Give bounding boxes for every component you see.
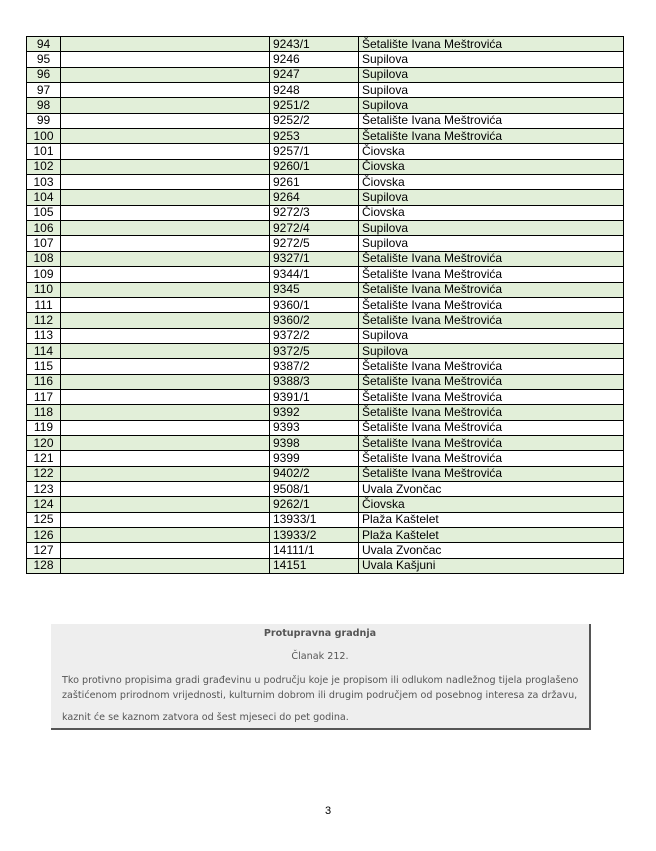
table-row [27, 221, 624, 236]
table-row [27, 83, 624, 98]
parcel-number-cell: 9257/1 [270, 144, 359, 159]
table-row [27, 98, 624, 113]
location-cell: Šetalište Ivana Meštrovića [359, 389, 624, 404]
row-number-cell: 119 [27, 420, 61, 435]
table-row [27, 159, 624, 174]
row-number-cell: 124 [27, 497, 61, 512]
location-cell: Supilova [359, 343, 624, 358]
row-number-cell: 123 [27, 481, 61, 496]
row-number-cell: 100 [27, 129, 61, 144]
table-row [27, 405, 624, 420]
blank-cell [61, 343, 270, 358]
parcel-number-cell: 9393 [270, 420, 359, 435]
parcel-number-cell: 13933/2 [270, 528, 359, 543]
excerpt-title: Protupravna gradnja [263, 628, 377, 639]
parcel-number-cell: 9243/1 [270, 37, 359, 52]
blank-cell [61, 282, 270, 297]
table-row [27, 374, 624, 389]
table-row [27, 466, 624, 481]
blank-cell [61, 481, 270, 496]
row-number-cell: 125 [27, 512, 61, 527]
blank-cell [61, 466, 270, 481]
parcel-number-cell: 9272/3 [270, 205, 359, 220]
parcel-number-cell: 9372/5 [270, 343, 359, 358]
row-number-cell: 104 [27, 190, 61, 205]
location-cell: Čiovska [359, 144, 624, 159]
parcel-number-cell: 9372/2 [270, 328, 359, 343]
page-number: 3 [324, 805, 332, 817]
blank-cell [61, 98, 270, 113]
row-number-cell: 121 [27, 451, 61, 466]
location-cell: Šetalište Ivana Meštrovića [359, 251, 624, 266]
parcel-number-cell: 9392 [270, 405, 359, 420]
table-row [27, 558, 624, 573]
excerpt-article-number: Članak 212. [291, 651, 349, 662]
blank-cell [61, 83, 270, 98]
row-number-cell: 106 [27, 221, 61, 236]
row-number-cell: 116 [27, 374, 61, 389]
location-cell: Šetalište Ivana Meštrovića [359, 466, 624, 481]
parcel-table-body [27, 37, 624, 574]
parcel-number-cell: 14111/1 [270, 543, 359, 558]
row-number-cell: 109 [27, 267, 61, 282]
blank-cell [61, 435, 270, 450]
location-cell: Šetalište Ivana Meštrovića [359, 451, 624, 466]
parcel-number-cell: 9251/2 [270, 98, 359, 113]
row-number-cell: 127 [27, 543, 61, 558]
blank-cell [61, 190, 270, 205]
blank-cell [61, 497, 270, 512]
row-number-cell: 118 [27, 405, 61, 420]
location-cell: Šetalište Ivana Meštrovića [359, 129, 624, 144]
location-cell: Supilova [359, 83, 624, 98]
parcel-number-cell: 9360/2 [270, 313, 359, 328]
parcel-number-cell: 9262/1 [270, 497, 359, 512]
row-number-cell: 111 [27, 297, 61, 312]
blank-cell [61, 374, 270, 389]
parcel-number-cell: 9264 [270, 190, 359, 205]
blank-cell [61, 37, 270, 52]
parcel-number-cell: 9260/1 [270, 159, 359, 174]
location-cell: Supilova [359, 98, 624, 113]
row-number-cell: 115 [27, 359, 61, 374]
blank-cell [61, 251, 270, 266]
parcel-number-cell: 9387/2 [270, 359, 359, 374]
parcel-number-cell: 9398 [270, 435, 359, 450]
excerpt-body-penalty: kaznit će se kaznom zatvora od šest mjeseci do pet godina. [62, 712, 349, 723]
parcel-number-cell: 9360/1 [270, 297, 359, 312]
location-cell: Šetalište Ivana Meštrovića [359, 37, 624, 52]
row-number-cell: 120 [27, 435, 61, 450]
location-cell: Šetalište Ivana Meštrovića [359, 267, 624, 282]
blank-cell [61, 313, 270, 328]
row-number-cell: 94 [27, 37, 61, 52]
location-cell: Šetalište Ivana Meštrovića [359, 405, 624, 420]
table-row [27, 359, 624, 374]
row-number-cell: 122 [27, 466, 61, 481]
location-cell: Plaža Kaštelet [359, 528, 624, 543]
blank-cell [61, 267, 270, 282]
parcel-number-cell: 9261 [270, 175, 359, 190]
location-cell: Šetalište Ivana Meštrovića [359, 359, 624, 374]
row-number-cell: 95 [27, 52, 61, 67]
blank-cell [61, 420, 270, 435]
parcel-number-cell: 9508/1 [270, 481, 359, 496]
row-number-cell: 117 [27, 389, 61, 404]
parcel-number-cell: 9345 [270, 282, 359, 297]
table-row [27, 343, 624, 358]
row-number-cell: 98 [27, 98, 61, 113]
row-number-cell: 97 [27, 83, 61, 98]
table-row [27, 528, 624, 543]
blank-cell [61, 543, 270, 558]
parcel-table [26, 36, 624, 574]
table-row [27, 190, 624, 205]
location-cell: Supilova [359, 190, 624, 205]
location-cell: Šetalište Ivana Meštrovića [359, 313, 624, 328]
table-row [27, 205, 624, 220]
parcel-number-cell: 14151 [270, 558, 359, 573]
parcel-number-cell: 9399 [270, 451, 359, 466]
parcel-number-cell: 9272/5 [270, 236, 359, 251]
table-row [27, 451, 624, 466]
blank-cell [61, 144, 270, 159]
blank-cell [61, 558, 270, 573]
table-row [27, 481, 624, 496]
location-cell: Šetalište Ivana Meštrovića [359, 113, 624, 128]
parcel-number-cell: 9388/3 [270, 374, 359, 389]
row-number-cell: 114 [27, 343, 61, 358]
table-row [27, 420, 624, 435]
location-cell: Šetalište Ivana Meštrovića [359, 297, 624, 312]
blank-cell [61, 113, 270, 128]
location-cell: Čiovska [359, 205, 624, 220]
table-row [27, 282, 624, 297]
row-number-cell: 96 [27, 67, 61, 82]
table-row [27, 389, 624, 404]
blank-cell [61, 359, 270, 374]
blank-cell [61, 528, 270, 543]
row-number-cell: 102 [27, 159, 61, 174]
location-cell: Supilova [359, 52, 624, 67]
blank-cell [61, 175, 270, 190]
location-cell: Uvala Kašjuni [359, 558, 624, 573]
row-number-cell: 103 [27, 175, 61, 190]
location-cell: Plaža Kaštelet [359, 512, 624, 527]
parcel-number-cell: 9391/1 [270, 389, 359, 404]
table-row [27, 251, 624, 266]
row-number-cell: 105 [27, 205, 61, 220]
table-row [27, 67, 624, 82]
table-row [27, 435, 624, 450]
table-row [27, 543, 624, 558]
location-cell: Supilova [359, 221, 624, 236]
location-cell: Čiovska [359, 497, 624, 512]
table-row [27, 113, 624, 128]
blank-cell [61, 389, 270, 404]
blank-cell [61, 297, 270, 312]
law-excerpt-box [51, 624, 591, 730]
table-row [27, 144, 624, 159]
table-row [27, 37, 624, 52]
row-number-cell: 99 [27, 113, 61, 128]
location-cell: Šetalište Ivana Meštrovića [359, 420, 624, 435]
location-cell: Uvala Zvončac [359, 543, 624, 558]
blank-cell [61, 221, 270, 236]
blank-cell [61, 159, 270, 174]
parcel-number-cell: 9247 [270, 67, 359, 82]
location-cell: Supilova [359, 67, 624, 82]
row-number-cell: 110 [27, 282, 61, 297]
blank-cell [61, 67, 270, 82]
table-row [27, 267, 624, 282]
parcel-number-cell: 9402/2 [270, 466, 359, 481]
table-row [27, 236, 624, 251]
row-number-cell: 107 [27, 236, 61, 251]
blank-cell [61, 236, 270, 251]
blank-cell [61, 451, 270, 466]
blank-cell [61, 512, 270, 527]
row-number-cell: 126 [27, 528, 61, 543]
parcel-number-cell: 9248 [270, 83, 359, 98]
blank-cell [61, 129, 270, 144]
row-number-cell: 113 [27, 328, 61, 343]
parcel-number-cell: 9344/1 [270, 267, 359, 282]
parcel-number-cell: 9253 [270, 129, 359, 144]
location-cell: Čiovska [359, 175, 624, 190]
parcel-table-container [26, 36, 623, 574]
table-row [27, 175, 624, 190]
blank-cell [61, 328, 270, 343]
table-row [27, 512, 624, 527]
parcel-number-cell: 9252/2 [270, 113, 359, 128]
parcel-number-cell: 13933/1 [270, 512, 359, 527]
parcel-number-cell: 9246 [270, 52, 359, 67]
blank-cell [61, 405, 270, 420]
row-number-cell: 128 [27, 558, 61, 573]
location-cell: Šetalište Ivana Meštrovića [359, 374, 624, 389]
table-row [27, 129, 624, 144]
table-row [27, 313, 624, 328]
row-number-cell: 112 [27, 313, 61, 328]
blank-cell [61, 205, 270, 220]
row-number-cell: 108 [27, 251, 61, 266]
table-row [27, 52, 624, 67]
location-cell: Uvala Zvončac [359, 481, 624, 496]
location-cell: Šetalište Ivana Meštrovića [359, 282, 624, 297]
table-row [27, 328, 624, 343]
table-row [27, 297, 624, 312]
location-cell: Supilova [359, 236, 624, 251]
table-row [27, 497, 624, 512]
excerpt-body-text: Tko protivno propisima gradi građevinu u području koje je propisom ili odlukom nadležnog tijela proglašeno zaštićenom prirodnom vrijednosti, kulturnim dobrom ili drugim područjem od posebnog interesa za državu, [62, 675, 579, 701]
parcel-number-cell: 9327/1 [270, 251, 359, 266]
row-number-cell: 101 [27, 144, 61, 159]
parcel-number-cell: 9272/4 [270, 221, 359, 236]
location-cell: Šetalište Ivana Meštrovića [359, 435, 624, 450]
location-cell: Čiovska [359, 159, 624, 174]
blank-cell [61, 52, 270, 67]
location-cell: Supilova [359, 328, 624, 343]
